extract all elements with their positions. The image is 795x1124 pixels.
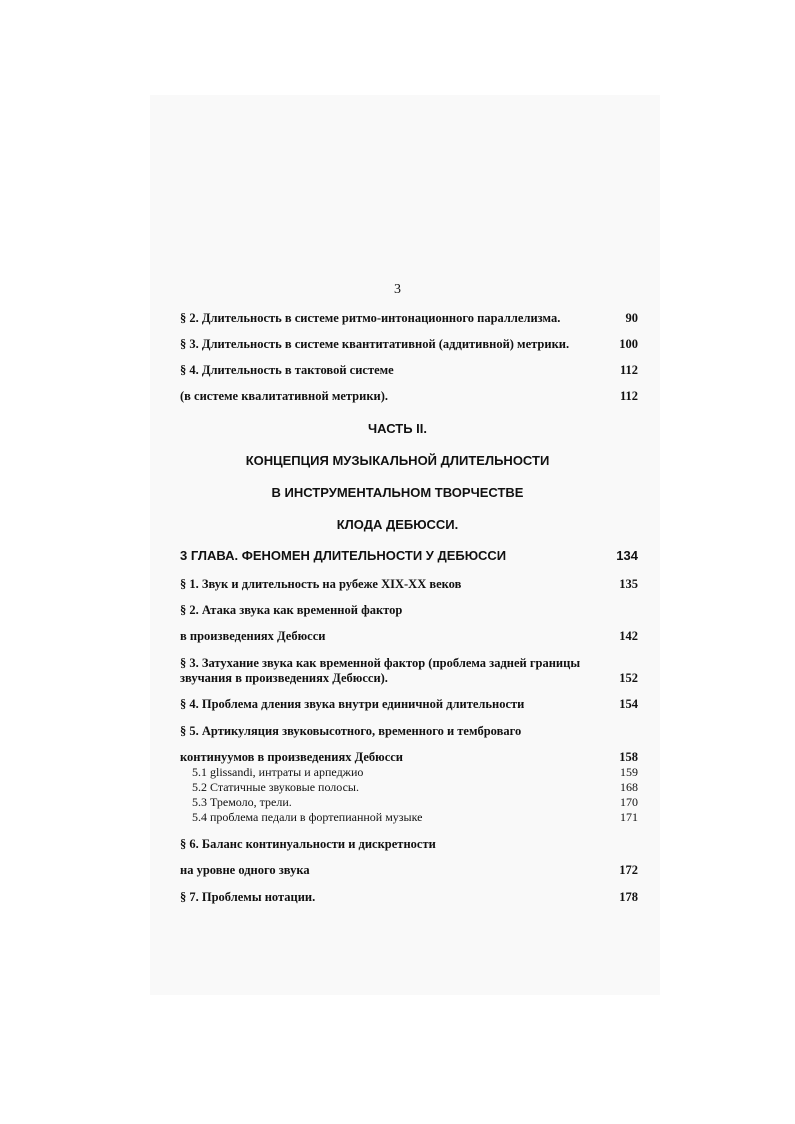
part-label: ЧАСТЬ II.	[368, 421, 427, 436]
toc-entry-title: § 6. Баланс континуальности и дискретности	[180, 837, 436, 851]
toc-entry-page: 158	[619, 750, 638, 764]
toc-entry-title: в произведениях Дебюсси	[180, 629, 326, 643]
toc-subentry-page: 171	[620, 810, 638, 824]
toc-entry-page: 152	[619, 671, 638, 685]
toc-entry-page: 142	[619, 629, 638, 643]
chapter-page: 134	[616, 548, 638, 563]
toc-entry-title: § 5. Артикуляция звуковысотного, временного и темброваго	[180, 724, 522, 738]
toc-entry-page: 112	[619, 363, 638, 377]
chapter-title: 3 ГЛАВА. ФЕНОМЕН ДЛИТЕЛЬНОСТИ У ДЕБЮССИ	[180, 548, 507, 563]
toc-subentry-title: 5.1 glissandi, интраты и арпеджио	[192, 765, 364, 779]
toc-entry-title: § 3. Длительность в системе квантитативной (аддитивной) метрики.	[180, 337, 570, 351]
toc-entry-title: § 7. Проблемы нотации.	[180, 890, 316, 904]
toc-entry-title: § 4. Проблема дления звука внутри единичной длительности	[180, 697, 525, 711]
toc-entry-title: § 2. Длительность в системе ритмо-интонационного параллелизма.	[180, 311, 561, 325]
toc-subentry-page: 159	[620, 765, 638, 779]
toc-entry-page: 154	[619, 697, 638, 711]
part-title-line-3: КЛОДА ДЕБЮССИ.	[336, 517, 459, 532]
toc-subentry-page: 168	[620, 780, 638, 794]
toc-entry-page: 135	[619, 577, 638, 591]
toc-entry-page: 112	[619, 389, 638, 403]
toc-subentry-title: 5.3 Тремоло, трели.	[192, 795, 292, 809]
toc-entry-page: 100	[619, 337, 638, 351]
toc-entry-title: континуумов в произведениях Дебюсси	[180, 750, 403, 764]
part-title-line-2: В ИНСТРУМЕНТАЛЬНОМ ТВОРЧЕСТВЕ	[271, 485, 524, 500]
toc-entry-title: (в системе квалитативной метрики).	[180, 389, 389, 403]
toc-entry-title: § 1. Звук и длительность на рубеже XIX-XX веков	[180, 577, 462, 591]
toc-entry-title: на уровне одного звука	[180, 863, 310, 877]
part-title-line-1: КОНЦЕПЦИЯ МУЗЫКАЛЬНОЙ ДЛИТЕЛЬНОСТИ	[245, 453, 550, 468]
toc-entry-title: звучания в произведениях Дебюсси).	[180, 671, 388, 685]
toc-subentry-page: 170	[620, 795, 638, 809]
page-number: 3	[394, 282, 401, 297]
toc-entry-title: § 2. Атака звука как временной фактор	[180, 603, 403, 617]
toc-entry-page: 178	[619, 890, 638, 904]
toc-subentry-title: 5.4 проблема педали в фортепианной музыке	[192, 810, 423, 824]
toc-entry-page: 90	[625, 311, 638, 325]
toc-entry-title: § 3. Затухание звука как временной фактор (проблема задней границы	[180, 656, 581, 670]
toc-entry-page: 172	[619, 863, 638, 877]
toc-entry-title: § 4. Длительность в тактовой системе	[180, 363, 394, 377]
toc-subentry-title: 5.2 Статичные звуковые полосы.	[192, 780, 359, 794]
